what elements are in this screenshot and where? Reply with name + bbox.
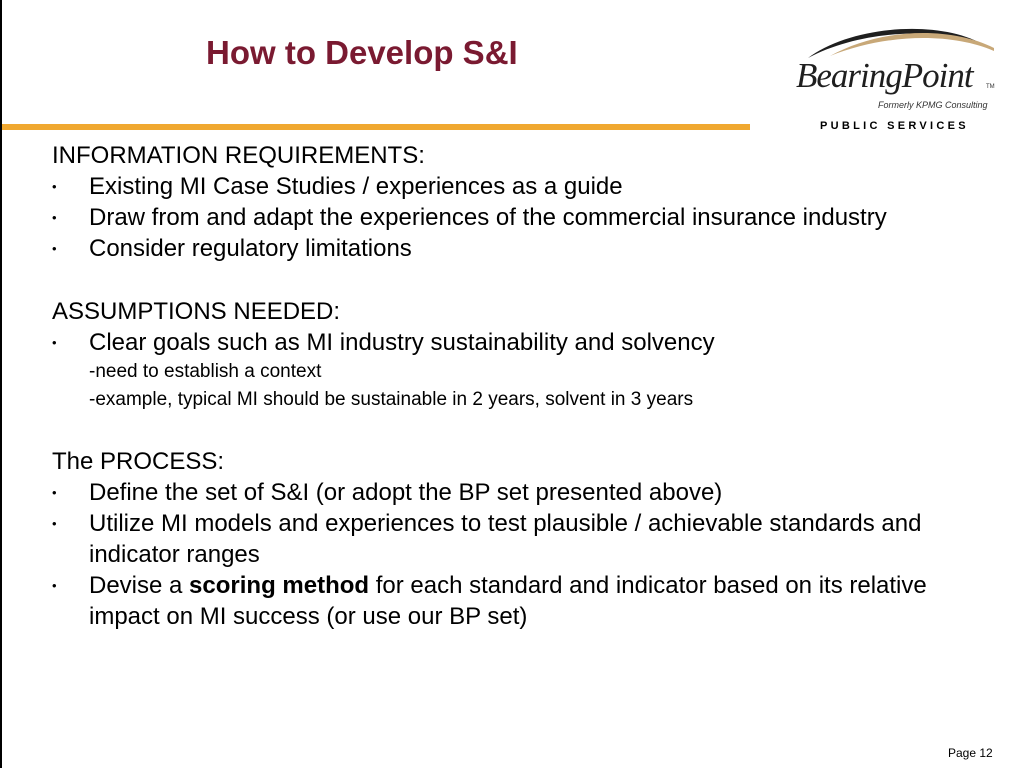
scoring-method-emphasis: scoring method [189, 572, 370, 599]
section-heading-process: The PROCESS: [52, 448, 225, 475]
list-item [52, 171, 954, 202]
sub-note: -example, typical MI should be sustainable in 2 years, solvent in 3 years [89, 389, 694, 410]
bullet-icon: • [52, 516, 57, 531]
scoring-bullet-text-before: Devise a [89, 572, 190, 599]
slide-title: How to Develop S&I [206, 34, 518, 71]
bullet-icon: • [52, 335, 57, 350]
bullet-icon: • [52, 485, 57, 500]
logo-wordmark: BearingPoint [796, 56, 973, 95]
bullet-text: Utilize MI models and experiences to test plausible / achievable standards and indicator ranges [89, 510, 922, 568]
bullet-icon: • [52, 179, 57, 194]
bullet-text: Consider regulatory limitations [89, 235, 412, 262]
section-spacer [52, 414, 992, 446]
section-heading-assumptions-needed: ASSUMPTIONS NEEDED: [52, 298, 341, 325]
bullet-list-assumptions-needed [52, 327, 992, 358]
page-number: Page 12 [948, 746, 993, 760]
bullet-icon: • [52, 241, 57, 256]
list-item [52, 570, 954, 632]
list-item [52, 233, 954, 264]
section-heading-information-requirements: INFORMATION REQUIREMENTS: [52, 142, 425, 169]
logo-trademark: TM [986, 84, 995, 90]
left-border-line [0, 0, 2, 768]
list-item [52, 327, 954, 358]
bearingpoint-logo [790, 16, 1010, 112]
bullet-icon: • [52, 210, 57, 225]
sub-note: -need to establish a context [89, 361, 322, 382]
logo-tagline: PUBLIC SERVICES [820, 120, 969, 132]
bullet-text: Existing MI Case Studies / experiences as a guide [89, 173, 623, 200]
list-item [52, 202, 954, 233]
bullet-text: Draw from and adapt the experiences of the commercial insurance industry [89, 204, 887, 231]
scoring-bullet-text-after: for each standard and indicator based on its relative impact on MI success (or use our BP set) [89, 572, 927, 630]
bullet-icon: • [52, 578, 57, 593]
bullet-list-information-requirements [52, 171, 992, 264]
list-item [52, 508, 954, 570]
bullet-text: Clear goals such as MI industry sustainability and solvency [89, 329, 715, 356]
bullet-list-process [52, 477, 992, 632]
accent-bar [2, 124, 750, 130]
slide-body [52, 140, 992, 632]
list-item [52, 477, 954, 508]
section-spacer [52, 264, 992, 296]
bullet-text: Define the set of S&I (or adopt the BP set presented above) [89, 479, 723, 506]
logo-subtitle: Formerly KPMG Consulting [878, 100, 988, 110]
